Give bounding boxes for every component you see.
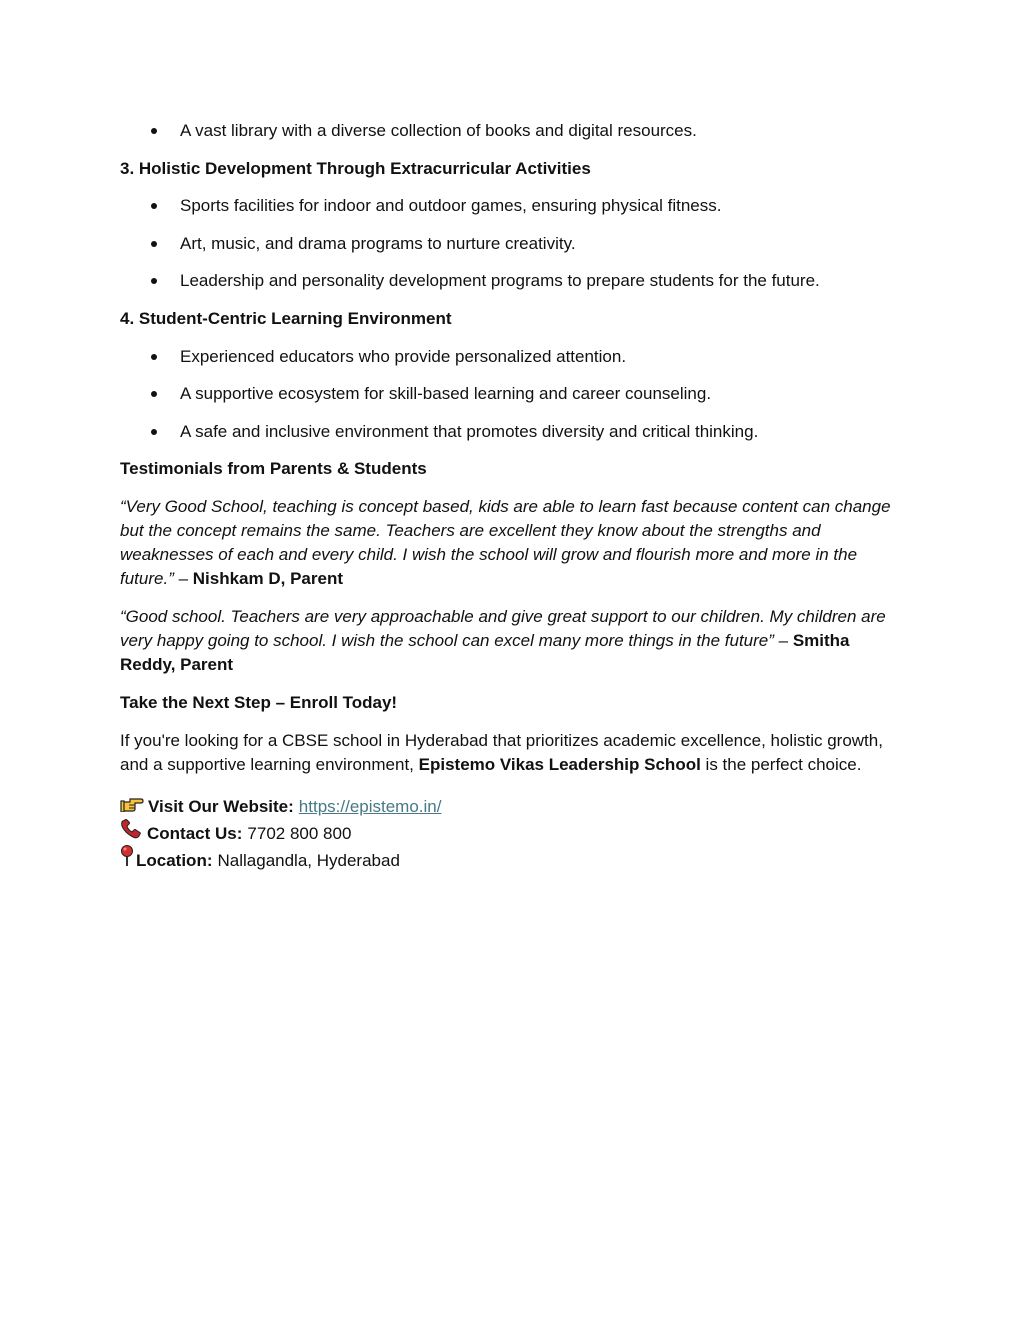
list-item-text: A supportive ecosystem for skill-based learning and career counseling. (180, 384, 712, 404)
section3-list (120, 194, 900, 293)
bullet-dot (151, 354, 157, 360)
bullet-dot (151, 241, 157, 247)
phone-line (120, 820, 900, 847)
bullet-dot (151, 203, 157, 209)
bullet-dot (151, 278, 157, 284)
pointing-hand-icon (120, 793, 144, 820)
website-line (120, 793, 900, 820)
section3-heading: 3. Holistic Development Through Extracurricular Activities (120, 158, 591, 178)
pushpin-icon (120, 845, 134, 875)
website-link[interactable]: https://epistemo.in/ (298, 796, 442, 816)
list-item (120, 345, 900, 369)
list-item (120, 269, 900, 293)
cta-text-before: If you're looking for a CBSE school in Hyderabad that prioritizes academic excellence, holistic growth, and a supportive learning environment, (120, 730, 883, 774)
bullet-dot (151, 429, 157, 435)
section4-list (120, 345, 900, 444)
testimonial-quote: “Very Good School, teaching is concept based, kids are able to learn fast because content can change but the concept remains the same. Teachers are excellent they know about the strengths and weaknesses of each and every child. I wish the school will grow and flourish more and more in the future.” (120, 496, 891, 588)
phone-label: Contact Us: (147, 823, 243, 843)
list-item (120, 232, 900, 256)
telephone-icon (120, 819, 143, 847)
website-label: Visit Our Website: (148, 796, 294, 816)
bullet-dot (151, 128, 157, 134)
cta-text-after: is the perfect choice. (700, 754, 862, 774)
testimonial-1 (120, 495, 900, 591)
list-item-text: Sports facilities for indoor and outdoor games, ensuring physical fitness. (180, 196, 722, 216)
bullet-dot (151, 391, 157, 397)
school-name: Epistemo Vikas Leadership School (418, 754, 701, 774)
location-line (120, 847, 900, 874)
list-item (120, 420, 900, 444)
list-item-text: Art, music, and drama programs to nurture creativity. (180, 233, 576, 253)
list-item-text: Leadership and personality development programs to prepare students for the future. (180, 271, 820, 291)
document-content (120, 119, 900, 874)
list-item-text: A safe and inclusive environment that promotes diversity and critical thinking. (180, 421, 759, 441)
testimonial-quote: “Good school. Teachers are very approachable and give great support to our children. My children are very happy going to school. I wish the school can excel many more things in the future” (120, 606, 886, 650)
testimonials-heading: Testimonials from Parents & Students (120, 459, 427, 479)
testimonial-dash: – (773, 630, 793, 650)
location-value: Nallagandla, Hyderabad (217, 850, 400, 870)
testimonial-2 (120, 605, 900, 677)
cta-paragraph (120, 729, 900, 777)
section2-list (120, 119, 900, 143)
contact-block (120, 793, 900, 874)
section4-heading: 4. Student-Centric Learning Environment (120, 308, 452, 328)
cta-heading: Take the Next Step – Enroll Today! (120, 692, 398, 712)
testimonial-author: Smitha Reddy, Parent (120, 630, 850, 674)
list-item (120, 194, 900, 218)
list-item (120, 382, 900, 406)
list-item (120, 119, 900, 143)
location-label: Location: (136, 850, 213, 870)
phone-value: 7702 800 800 (247, 823, 352, 843)
list-item-text: A vast library with a diverse collection of books and digital resources. (180, 121, 697, 140)
list-item-text: Experienced educators who provide personalized attention. (180, 346, 627, 366)
testimonial-author: Nishkam D, Parent (192, 568, 343, 588)
testimonial-dash: – (173, 568, 193, 588)
